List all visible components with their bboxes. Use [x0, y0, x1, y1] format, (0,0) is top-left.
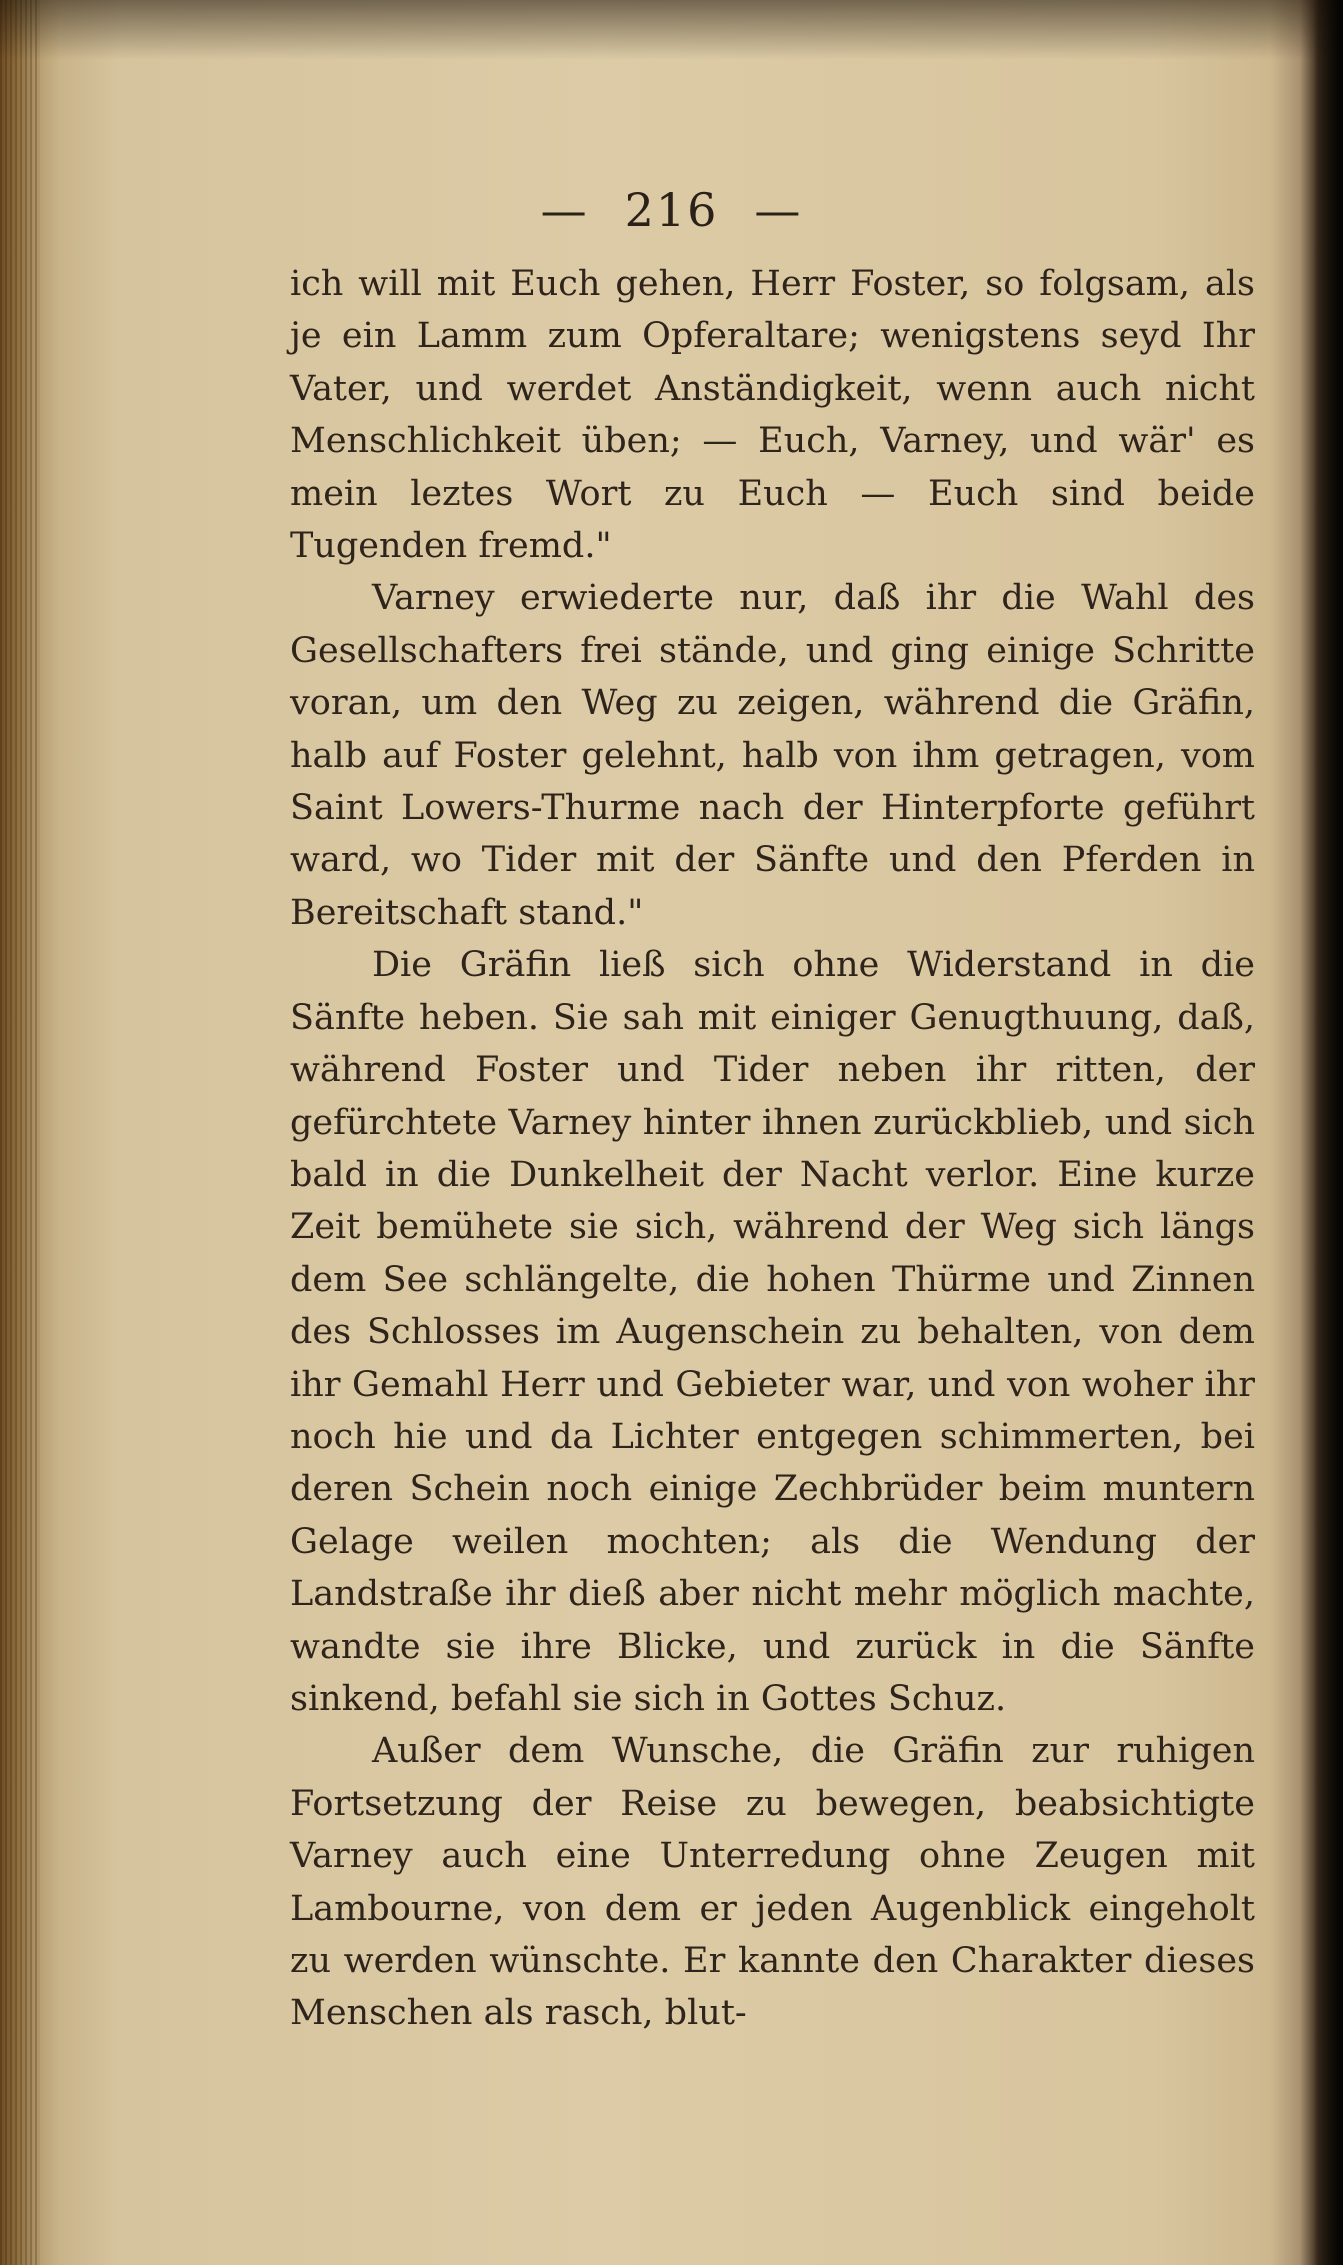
page-header: [0, 183, 1343, 237]
paragraph-4: Außer dem Wunsche, die Gräfin zur ruhigen Fortsetzung der Reise zu bewegen, beabsichtigte Varney auch eine Unterredung ohne Zeugen mit Lambourne, von dem er jeden Augenblick eingeholt zu werden wünschte. Er kannte den Charakter dieses Menschen als rasch, blut-: [290, 1731, 1255, 2034]
paragraph-3: Die Gräfin ließ sich ohne Widerstand in die Sänfte heben. Sie sah mit einiger Genugthuung, daß, während Foster und Tider neben ihr ritten, der gefürchtete Varney hinter ihnen zurückblieb, und sich bald in die Dunkelheit der Nacht verlor. Eine kurze Zeit bemühete sie sich, während der Weg sich längs dem See schlängelte, die hohen Thürme und Zinnen des Schlosses im Augenschein zu behalten, von dem ihr Gemahl Herr und Gebieter war, und von woher ihr noch hie und da Lichter entgegen schimmerten, bei deren Schein noch einige Zechbrüder beim muntern Gelage weilen mochten; als die Wendung der Landstraße ihr dieß aber nicht mehr möglich machte, wandte sie ihre Blicke, und zurück in die Sänfte sinkend, befahl sie sich in Gottes Schuz.: [290, 945, 1255, 1719]
page-number: 216: [624, 183, 719, 237]
header-dash-left: —: [540, 183, 589, 237]
top-shadow: [0, 0, 1343, 60]
paragraph-2: Varney erwiederte nur, daß ihr die Wahl des Gesellschafters frei stände, und ging einige Schritte voran, um den Weg zu zeigen, während die Gräfin, halb auf Foster gelehnt, halb von ihm getragen, vom Saint Lowers-Thurme nach der Hinterpforte geführt ward, wo Tider mit der Sänfte und den Pferden in Bereitschaft stand.": [290, 578, 1255, 933]
right-page-edge: [1313, 0, 1343, 2265]
page-gutter-edge: [0, 0, 40, 2265]
paragraph-1: ich will mit Euch gehen, Herr Foster, so folgsam, als je ein Lamm zum Opferaltare; wenigstens seyd Ihr Vater, und werdet Anständigkeit, wenn auch nicht Menschlichkeit üben; — Euch, Varney, und wär' es mein leztes Wort zu Euch — Euch sind beide Tugenden fremd.": [290, 264, 1255, 567]
header-dash-right: —: [754, 183, 803, 237]
body-text: [290, 258, 1255, 2040]
